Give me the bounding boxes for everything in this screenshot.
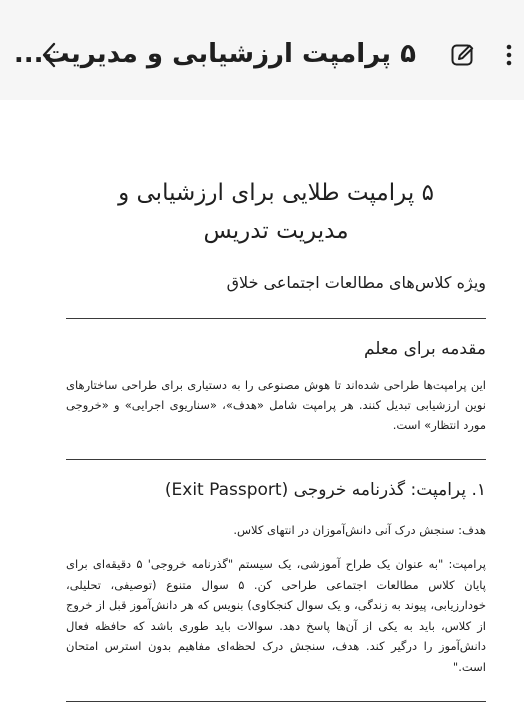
section-1-heading: ۱. پرامپت: گذرنامه خروجی (Exit Passport) <box>164 480 486 500</box>
intro-body: این پرامپت‌ها طراحی شده‌اند تا هوش مصنوعی را به دستیاری برای طراحی ساختارهای نوین ارزشیابی تبدیل کنند. هر پرامپت شامل «هدف»، «سناریوی اجرایی» و «خروجی مورد انتظار» است. <box>66 378 486 432</box>
divider <box>66 459 486 460</box>
more-vertical-icon <box>506 43 512 67</box>
divider <box>66 318 486 319</box>
intro-heading: مقدمه برای معلم <box>363 339 486 359</box>
app-bar <box>0 0 524 100</box>
edit-button[interactable] <box>448 40 478 70</box>
section-1-prompt: پرامپت: "به عنوان یک طراح آموزشی، یک سیستم "گذرنامه خروجی' ۵ دقیقه‌ای برای پایان کلاس مطالعات اجتماعی طراحی کن. ۵ سوال متنوع (توصیفی، تحلیلی، خودارزیابی، پیوند به زندگی، و یک سوال کنجکاوی) بنویس که هر دانش‌آموز قبل از خروج از کلاس، باید به یکی از آن‌ها پاسخ دهد. سوالات باید طوری باشد که حافظه فعال دانش‌آموز را درگیر کند. هدف، سنجش درک لحظه‌ای مفاهیم بدون استرس امتحان است." <box>66 557 486 674</box>
document-body <box>66 100 486 702</box>
document-title-bar: ۵ پرامپت ارزشیابی و مدیریت... <box>13 39 416 69</box>
more-options-button[interactable] <box>500 40 518 70</box>
edit-icon <box>450 42 476 68</box>
document-subtitle: ویژه کلاس‌های مطالعات اجتماعی خلاق <box>226 273 486 292</box>
document-title: ۵ پرامپت طلایی برای ارزشیابی و مدیریت تدریس <box>118 180 434 244</box>
section-1-goal: هدف: سنجش درک آنی دانش‌آموزان در انتهای کلاس. <box>233 523 486 537</box>
